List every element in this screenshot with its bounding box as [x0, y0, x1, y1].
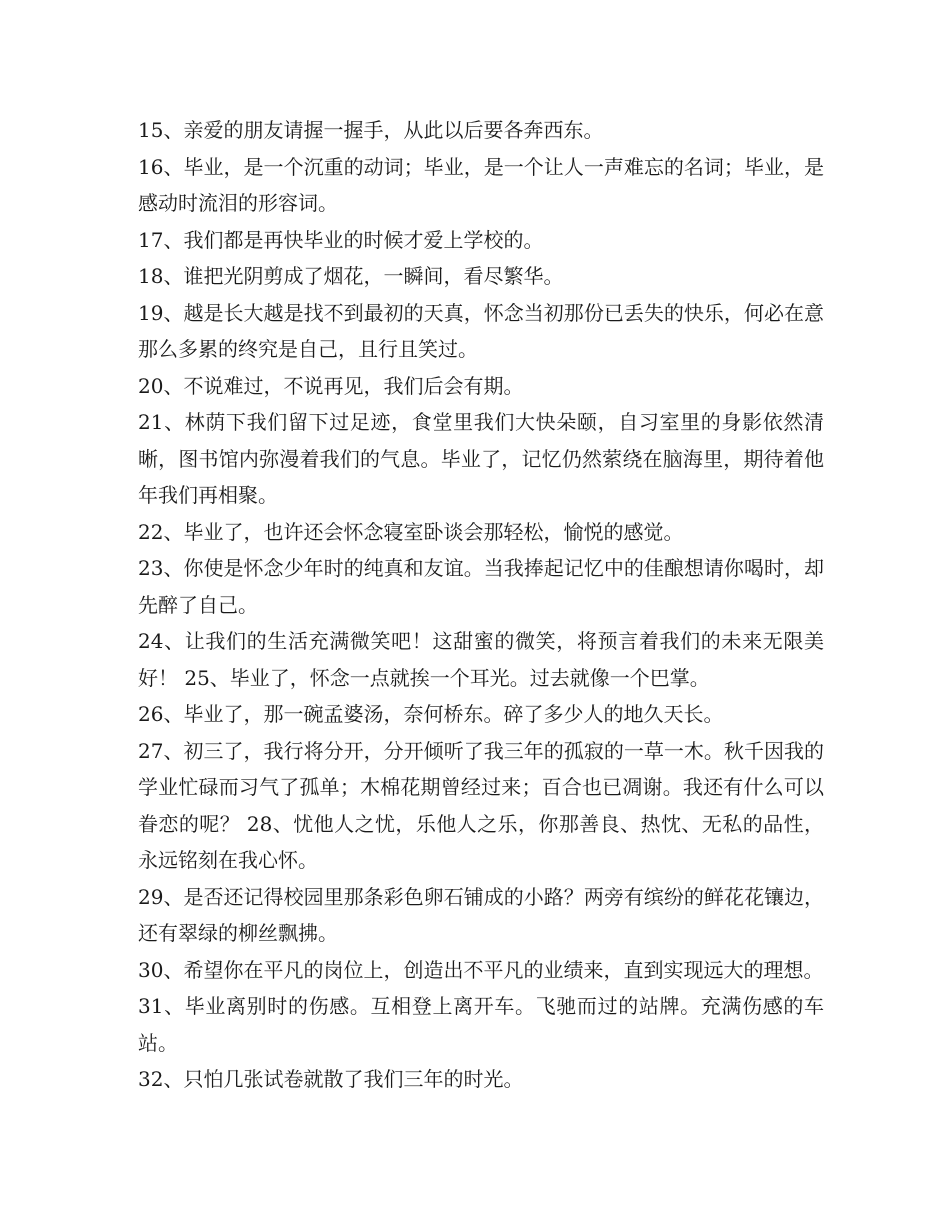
paragraph-15: 15、亲爱的朋友请握一握手，从此以后要各奔西东。: [138, 118, 604, 142]
paragraph-19: 19、越是长大越是找不到最初的天真，怀念当初那份已丢失的快乐，何必在意那么多累的终究是自己，且行且笑过。: [138, 300, 824, 361]
paragraph-20: 20、不说难过，不说再见，我们后会有期。: [138, 373, 524, 398]
paragraph-29: 29、是否还记得校园里那条彩色卵石铺成的小路？两旁有缤纷的鲜花花镶边，还有翠绿的柳丝飘拂。: [138, 884, 824, 945]
paragraph-23: 23、你使是怀念少年时的纯真和友谊。当我捧起记忆中的佳酿想请你喝时，却先醉了自己。: [138, 556, 824, 617]
paragraph-31: 31、毕业离别时的伤感。互相登上离开车。飞驰而过的站牌。充满伤感的车站。: [138, 994, 824, 1055]
paragraph-32: 32、只怕几张试卷就散了我们三年的时光。: [138, 1067, 524, 1091]
paragraph-24-25: 24、让我们的生活充满微笑吧！这甜蜜的微笑，将预言着我们的未来无限美好！ 25、毕业了，怀念一点就挨一个耳光。过去就像一个巴掌。: [138, 629, 824, 690]
paragraph-27-28: 27、初三了，我行将分开，分开倾听了我三年的孤寂的一草一木。秋千因我的学业忙碌而习气了孤单；木棉花期曾经过来；百合也已凋谢。我还有什么可以眷恋的呢？ 28、忧他人之忧，乐他人之乐，你那善良、热忱、无私的品性，永远铭刻在我心怀。: [138, 738, 824, 872]
paragraph-17: 17、我们都是再快毕业的时候才爱上学校的。: [138, 227, 544, 252]
paragraph-18: 18、谁把光阴剪成了烟花，一瞬间，看尽繁华。: [138, 264, 564, 288]
paragraph-16: 16、毕业，是一个沉重的动词；毕业，是一个让人一声难忘的名词；毕业，是感动时流泪的形容词。: [138, 154, 824, 215]
paragraph-30: 30、希望你在平凡的岗位上，创造出不平凡的业绩来，直到实现远大的理想。: [138, 957, 824, 982]
paragraph-26: 26、毕业了，那一碗孟婆汤，奈何桥东。碎了多少人的地久天长。: [138, 702, 724, 726]
paragraph-22: 22、毕业了，也许还会怀念寝室卧谈会那轻松，愉悦的感觉。: [138, 519, 684, 544]
paragraph-21: 21、林荫下我们留下过足迹，食堂里我们大快朵颐，自习室里的身影依然清晰，图书馆内弥漫着我们的气息。毕业了，记忆仍然萦绕在脑海里，期待着他年我们再相聚。: [138, 410, 824, 507]
document-body: [138, 112, 824, 1098]
